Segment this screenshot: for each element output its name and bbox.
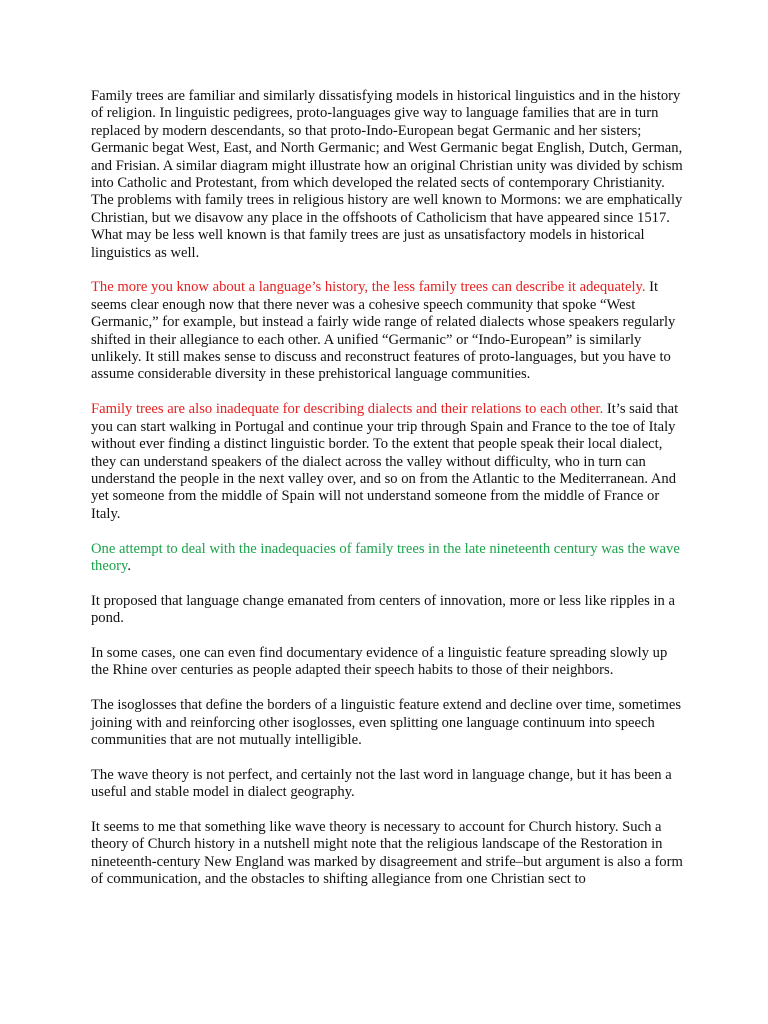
document-page xyxy=(91,88,683,906)
paragraph-text: It seems clear enough now that there never was a cohesive speech community that spoke “West Germanic,” for example, but instead a fairly wide range of related dialects whose speakers regularly shifted in their allegiance to each other. A unified “Germanic” or “Indo-European” is similarly unlikely. It still makes sense to discuss and reconstruct features of proto-languages, but you have to assume considerable diversity in these prehistorical language communities. xyxy=(91,279,676,383)
highlight-red-sentence: Family trees are also inadequate for describing dialects and their relations to each other. xyxy=(91,401,604,418)
paragraph-family-trees-intro: Family trees are familiar and similarly dissatisfying models in historical linguistics and in the history of religion. In linguistic pedigrees, proto-languages give way to language families that are in turn replaced by modern descendants, so that proto-Indo-European begat Germanic and her sisters; Germanic begat West, East, and North Germanic; and West Germanic begat English, Dutch, German, and Frisian. A similar diagram might illustrate how an original Christian unity was divided by schism into Catholic and Protestant, from which developed the related sects of contemporary Christianity. The problems with family trees in religious history are well known to Mormons: we are emphatically Christian, but we disavow any place in the offshoots of Catholicism that have appeared since 1517. What may be less well known is that family trees are just as unsatisfactory models in historical linguistics as well. xyxy=(91,88,683,261)
highlight-green-sentence: One attempt to deal with the inadequacies of family trees in the late nineteenth century was the wave theory xyxy=(91,540,680,574)
paragraph-language-history xyxy=(91,279,683,383)
paragraph-dialects xyxy=(91,401,683,523)
paragraph-text: It’s said that you can start walking in Portugal and continue your trip through Spain and France to the toe of Italy without ever finding a distinct linguistic border. To the extent that people speak their local dialect, they can understand speakers of the dialect across the valley without difficulty, who in turn can understand the people in the next valley over, and so on from the Atlantic to the Mediterranean. And yet someone from the middle of Spain will not understand someone from the middle of France or Italy. xyxy=(91,401,679,522)
paragraph-text: . xyxy=(127,557,131,574)
paragraph-church-history: It seems to me that something like wave theory is necessary to account for Church history. Such a theory of Church history in a nutshell might note that the religious landscape of the Restoration in nineteenth-century New England was marked by disagreement and strife–but argument is also a form of communication, and the obstacles to shifting allegiance from one Christian sect to xyxy=(91,818,683,888)
highlight-red-sentence: The more you know about a language’s history, the less family trees can describe it adequately. xyxy=(91,279,646,296)
paragraph-rhine: In some cases, one can even find documentary evidence of a linguistic feature spreading slowly up the Rhine over centuries as people adapted their speech habits to those of their neighbors. xyxy=(91,644,668,679)
paragraph-isoglosses: The isoglosses that define the borders of a linguistic feature extend and decline over time, sometimes joining with and reinforcing other isoglosses, even splitting one language continuum into speech communities that are not mutually intelligible. xyxy=(91,697,682,748)
paragraph-dialect-geography: The wave theory is not perfect, and certainly not the last word in language change, but it has been a useful and stable model in dialect geography. xyxy=(91,766,672,801)
paragraph-wave-theory xyxy=(91,541,683,576)
paragraph-ripples: It proposed that language change emanated from centers of innovation, more or less like ripples in a pond. xyxy=(91,592,675,627)
